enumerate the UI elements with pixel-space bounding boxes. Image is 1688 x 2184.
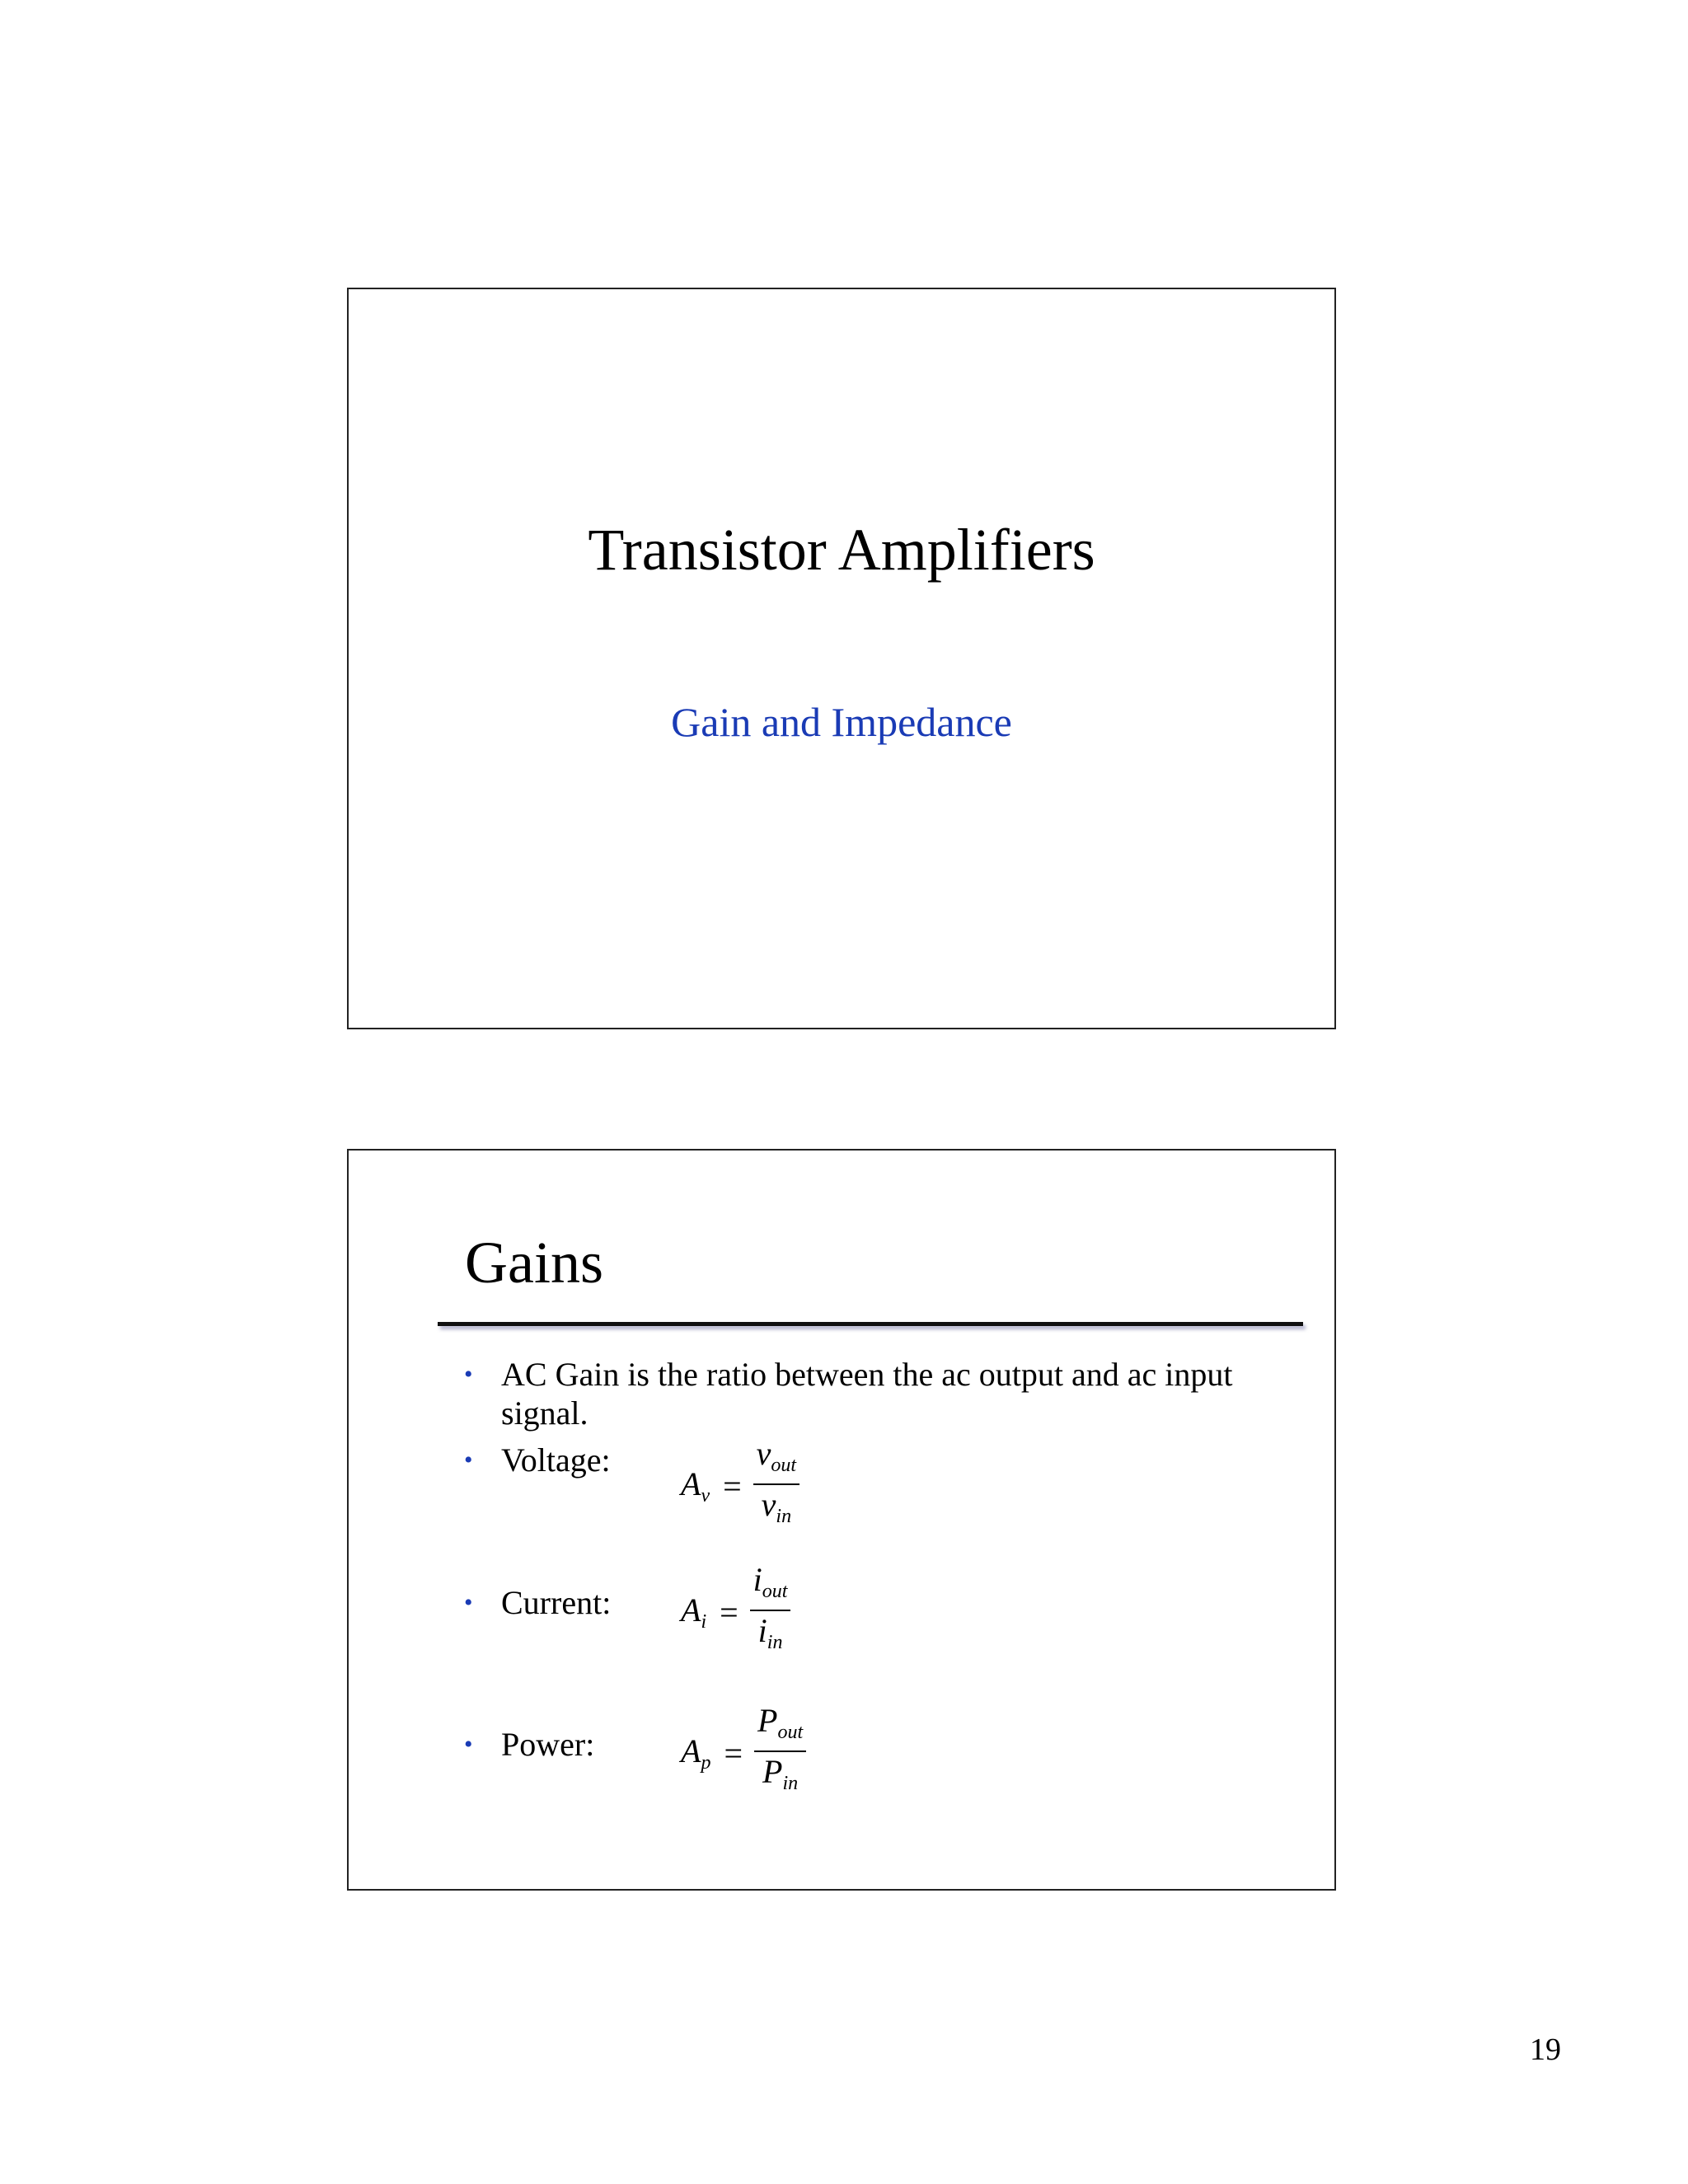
page-number: 19 bbox=[1530, 2032, 1561, 2067]
power-gain-formula bbox=[681, 1703, 806, 1803]
formula-lhs: $A_p$ bbox=[681, 1732, 711, 1774]
formula-numerator: $P_{out}$ bbox=[757, 1702, 804, 1743]
bullet-dot-icon: • bbox=[464, 1731, 473, 1758]
bullet-text: AC Gain is the ratio between the ac output and ac input signal. bbox=[501, 1356, 1233, 1432]
formula-fraction bbox=[754, 1703, 806, 1803]
formula-fraction bbox=[753, 1436, 799, 1536]
voltage-gain-formula bbox=[681, 1436, 799, 1536]
slide-subtitle: Gain and Impedance bbox=[671, 699, 1012, 745]
slide-title bbox=[347, 288, 1336, 1029]
bullet-text: Voltage: bbox=[501, 1441, 611, 1479]
formula-numerator: $i_{out}$ bbox=[753, 1561, 788, 1602]
formula-equals: = bbox=[723, 1467, 742, 1505]
slide-title-heading: Transistor Amplifiers bbox=[588, 517, 1095, 583]
formula-equals: = bbox=[724, 1734, 743, 1772]
formula-denominator: $v_{in}$ bbox=[761, 1486, 792, 1527]
bullet-text: Current: bbox=[501, 1584, 612, 1621]
slide-gains bbox=[347, 1149, 1336, 1891]
bullet-dot-icon: • bbox=[464, 1446, 473, 1474]
slide-gains-heading: Gains bbox=[465, 1230, 603, 1296]
formula-denominator: $i_{in}$ bbox=[757, 1612, 783, 1653]
formula-denominator: $P_{in}$ bbox=[762, 1753, 799, 1794]
formula-lhs: $A_i$ bbox=[681, 1591, 707, 1633]
formula-equals: = bbox=[720, 1593, 738, 1631]
formula-numerator: $v_{out}$ bbox=[756, 1435, 797, 1476]
bullet-dot-icon: • bbox=[464, 1361, 473, 1388]
formula-fraction bbox=[750, 1562, 791, 1662]
bullet-dot-icon: • bbox=[464, 1589, 473, 1616]
bullet-text: Power: bbox=[501, 1726, 595, 1763]
title-underline bbox=[438, 1322, 1303, 1326]
current-gain-formula bbox=[681, 1562, 790, 1662]
formula-lhs: $A_v$ bbox=[681, 1465, 710, 1507]
